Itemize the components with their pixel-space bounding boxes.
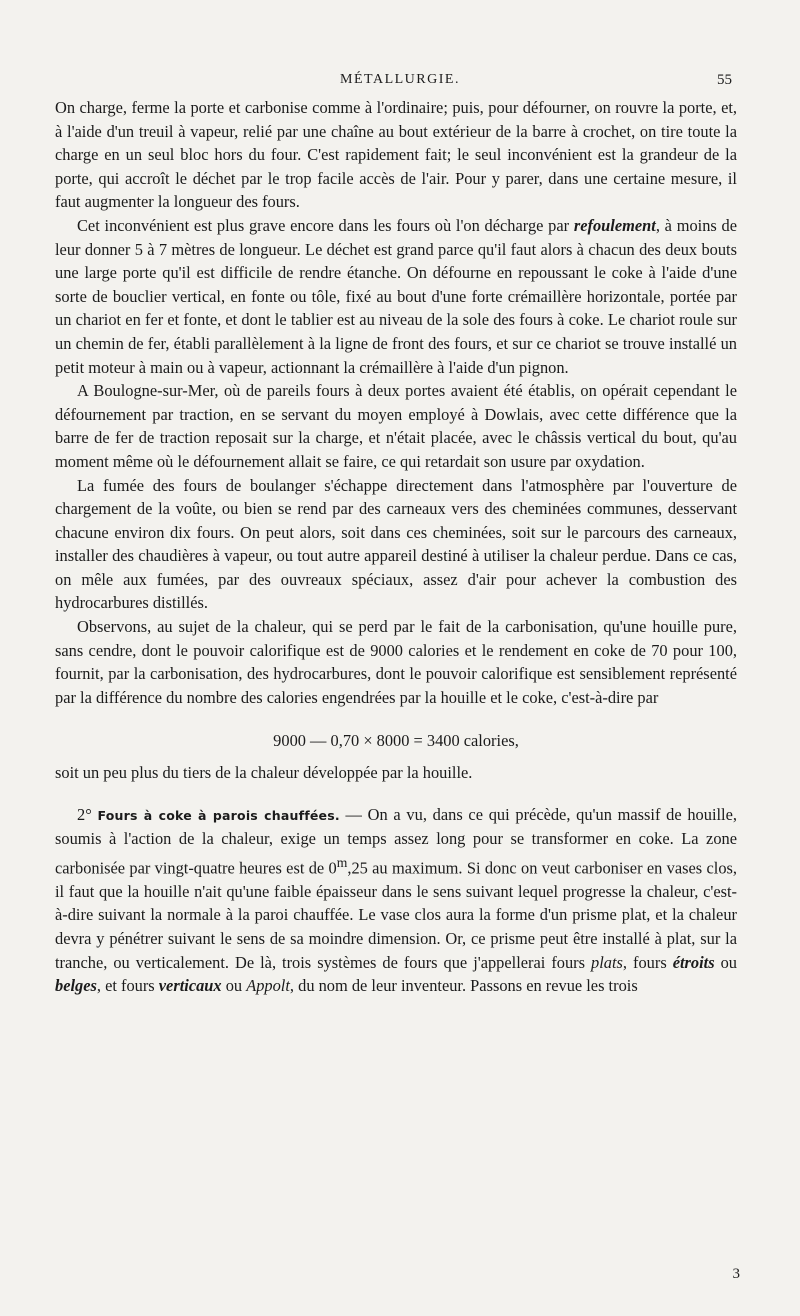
section-heading: Fours à coke à parois chauffées. [97, 807, 340, 823]
emphasis-etroits: étroits [672, 952, 715, 972]
section-text-b: ,25 au maximum. Si donc on veut carboniser en vases clos, il faut que la houille n'ait qu'une faible épaisseur dans le sens suivant lequel progresse la chaleur, c'est-à-dire suivant la normale à la paroi chauffée. Le vase clos aura la forme d'un prisme plat, et la chaleur devra y pénétrer suivant le sens de sa moindre dimension. Or, ce prisme peut être installé à plat, sur la tranche, ou verticalement. De là, trois systèmes de fours que j'appellerai fours [55, 858, 737, 972]
unit-superscript: m [336, 854, 348, 870]
signature-mark: 3 [732, 1266, 740, 1282]
section-text-c: , fours [622, 952, 673, 972]
section-text-d: ou [714, 952, 737, 972]
paragraph-3: A Boulogne-sur-Mer, où de pareils fours à deux portes avaient été établis, on opérait cependant le défournement par traction, en se servant du moyen employé à Dowlais, avec cette différence que la barre de fer de traction reposait sur la charge, et n'était placée, avec le châssis vertical du bout, qu'au moment même où le défournement allait se faire, ce qui retardait son usure par oxydation. [55, 381, 737, 471]
emphasis-belges: belges [55, 976, 97, 996]
section-paragraph [55, 803, 737, 998]
emphasis-plats: plats [591, 952, 623, 972]
paragraph-4: La fumée des fours de boulanger s'échappe directement dans l'atmosphère par l'ouverture de chargement de la voûte, ou bien se rend par des carneaux vers des cheminées communes, desservant chacune environ dix fours. On peut alors, soit dans ces cheminées, soit sur le parcours des carneaux, installer des chaudières à vapeur, ou tout autre appareil destiné à utiliser la chaleur perdue. Dans ce cas, on mêle aux fumées, par des ouvreaux spéciaux, assez d'air pour achever la combustion des hydrocarbures distillés. [55, 475, 737, 613]
page-number: 55 [717, 72, 732, 88]
section-text-a: — On a vu, dans ce qui précède, qu'un massif de houille, soumis à l'action de la chaleur, exige un temps assez long pour se transformer en coke. La zone carbonisée par vingt-quatre heures est de 0 [55, 804, 737, 878]
body-text [55, 96, 737, 998]
section-number: 2° [77, 804, 92, 824]
section-text-g: , du nom de leur inventeur. Passons en revue les trois [289, 976, 638, 996]
emphasis-refoulement: refoulement [573, 215, 656, 235]
section-text-f: ou [221, 976, 247, 996]
running-title: MÉTALLURGIE. [340, 72, 460, 87]
paragraph-2 [55, 214, 737, 379]
emphasis-verticaux: verticaux [158, 976, 222, 996]
paragraph-1: On charge, ferme la porte et carbonise comme à l'ordinaire; puis, pour défourner, on rouvre la porte, et, à l'aide d'un treuil à vapeur, relié par une chaîne au bout extérieur de la barre à crochet, on tire toute la charge en un seul bloc hors du four. C'est rapidement fait; le seul inconvénient est la grandeur de la porte, qui accroît le déchet par le trop facile accès de l'air. Pour y parer, dans une certaine mesure, il faut augmenter la longueur des fours. [55, 98, 737, 212]
running-head [60, 72, 740, 92]
equation: 9000 — 0,70 × 8000 = 3400 calories, [273, 731, 519, 751]
paragraph-6: soit un peu plus du tiers de la chaleur développée par la houille. [55, 763, 473, 783]
section-text-e: , et fours [96, 976, 159, 996]
paragraph-5: Observons, au sujet de la chaleur, qui se perd par le fait de la carbonisation, qu'une houille pure, sans cendre, dont le pouvoir calorifique est de 9000 calories et le rendement en coke de 70 pour 100, fournit, par la carbonisation, des hydrocarbures, dont le pouvoir calorifique est sensiblement représenté par la différence du nombre des calories engendrées par la houille et le coke, c'est-à-dire par [55, 617, 737, 707]
emphasis-appolt: Appolt [246, 976, 290, 996]
paragraph-2-text-a: Cet inconvénient est plus grave encore dans les fours où l'on décharge par [77, 215, 574, 235]
paragraph-2-text-b: , à moins de leur donner 5 à 7 mètres de longueur. Le déchet est grand parce qu'il faut alors à chacun des deux bouts une large porte qu'il est difficile de rendre étanche. On défourne en repoussant le coke à l'aide d'une sorte de bouclier vertical, en fonte ou tôle, fixé au bout d'une forte crémaillère horizontale, portée par un chariot en fer et fonte, et dont le tablier est au niveau de la sole des fours à coke. Le chariot roule sur un chemin de fer, établi parallèlement à la ligne de front des fours, et sur ce chariot se trouve installé un petit moteur à main ou à vapeur, actionnant la crémaillère à l'aide d'un pignon. [55, 215, 737, 377]
